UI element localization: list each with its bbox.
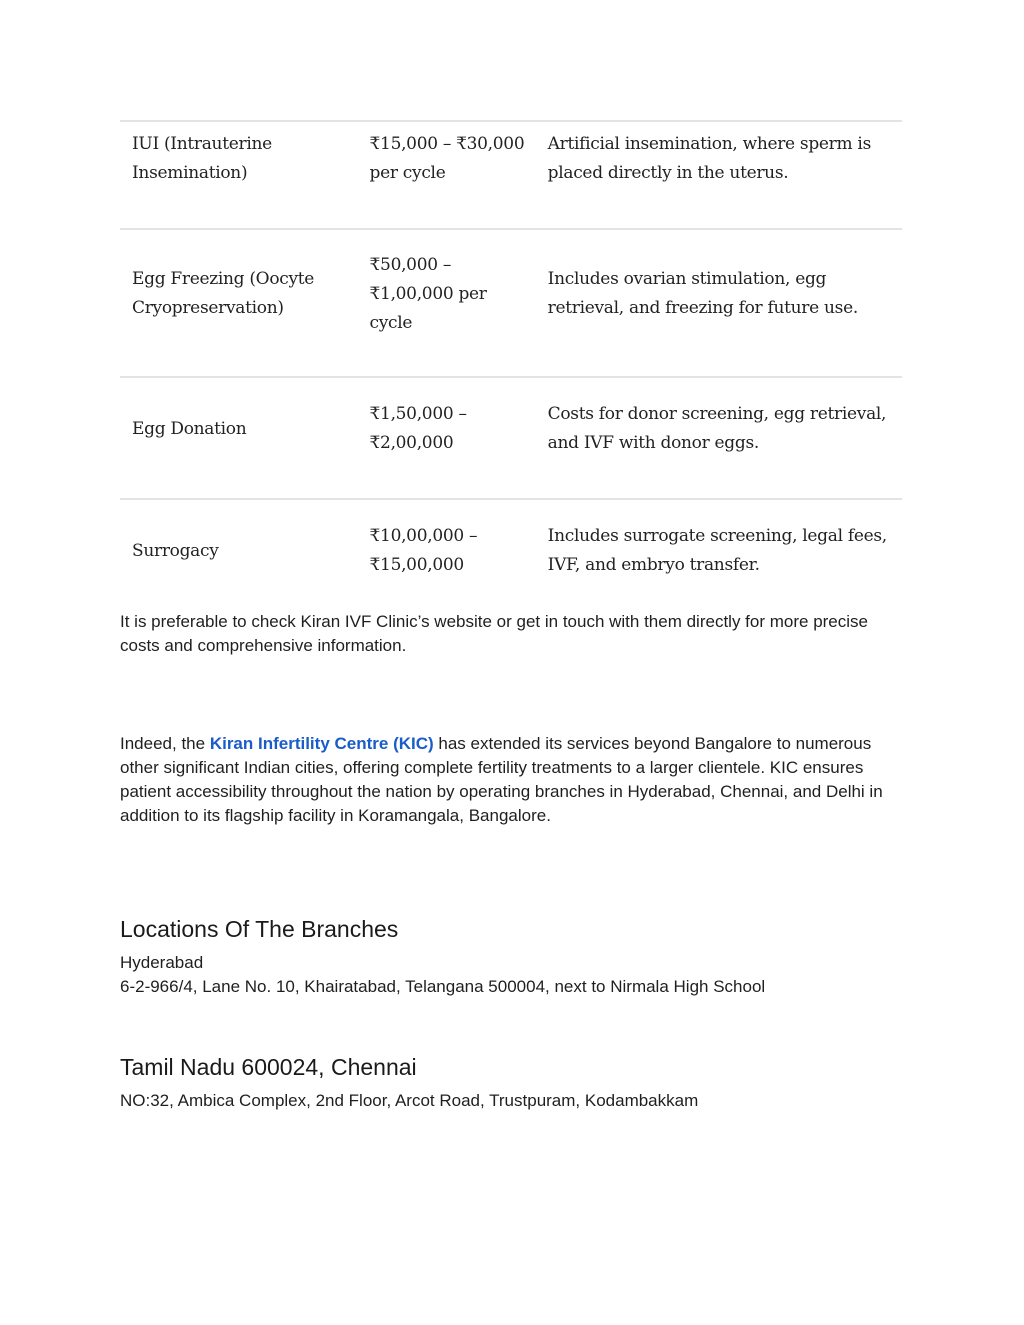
table-row [120, 377, 902, 499]
intro-text-after-link: has extended its services beyond Bangalore to numerous other significant Indian cities, offering complete fertility treatments to a larger clientele. KIC ensures patient accessibility throughout the nation by operating branches in Hyderabad, Chennai, and Delhi in addition to its flagship facility in Koramangala, Bangalore. [120, 734, 883, 825]
description-cell: Includes surrogate screening, legal fees, IVF, and embryo transfer. [547, 526, 887, 575]
chennai-heading: Tamil Nadu 600024, Chennai [120, 1054, 417, 1080]
treatment-cell: Egg Donation [132, 418, 247, 439]
table-row [120, 499, 902, 620]
branches-intro-paragraph [120, 732, 890, 828]
intro-text-before-link: Indeed, the [120, 734, 210, 753]
cost-cell: ₹15,000 – ₹30,000 per cycle [369, 134, 525, 183]
kic-link[interactable]: Kiran Infertility Centre (KIC) [209, 734, 434, 753]
treatment-cell: Egg Freezing (Oocyte Cryopreservation) [132, 269, 315, 318]
cost-cell: ₹1,50,000 – ₹2,00,000 [369, 404, 467, 453]
locations-heading: Locations Of The Branches [120, 916, 399, 942]
treatment-cell: IUI (Intrauterine Insemination) [132, 134, 272, 183]
description-cell: Includes ovarian stimulation, egg retrieval, and freezing for future use. [547, 269, 858, 318]
table-row [120, 229, 902, 377]
hyderabad-address: 6-2-966/4, Lane No. 10, Khairatabad, Telangana 500004, next to Nirmala High School [120, 977, 766, 996]
advice-paragraph: It is preferable to check Kiran IVF Clinic’s website or get in touch with them directly for more precise costs and comprehensive information. [120, 612, 868, 655]
treatment-cost-table [120, 120, 902, 620]
table-row [120, 121, 902, 229]
treatment-cell: Surrogacy [132, 540, 219, 561]
cost-cell: ₹10,00,000 – ₹15,00,000 [369, 526, 478, 575]
cost-cell: ₹50,000 – ₹1,00,000 per cycle [369, 254, 487, 333]
hyderabad-city: Hyderabad [120, 953, 204, 972]
description-cell: Artificial insemination, where sperm is placed directly in the uterus. [547, 134, 871, 183]
description-cell: Costs for donor screening, egg retrieval, and IVF with donor eggs. [547, 404, 887, 453]
chennai-address: NO:32, Ambica Complex, 2nd Floor, Arcot Road, Trustpuram, Kodambakkam [120, 1091, 699, 1110]
